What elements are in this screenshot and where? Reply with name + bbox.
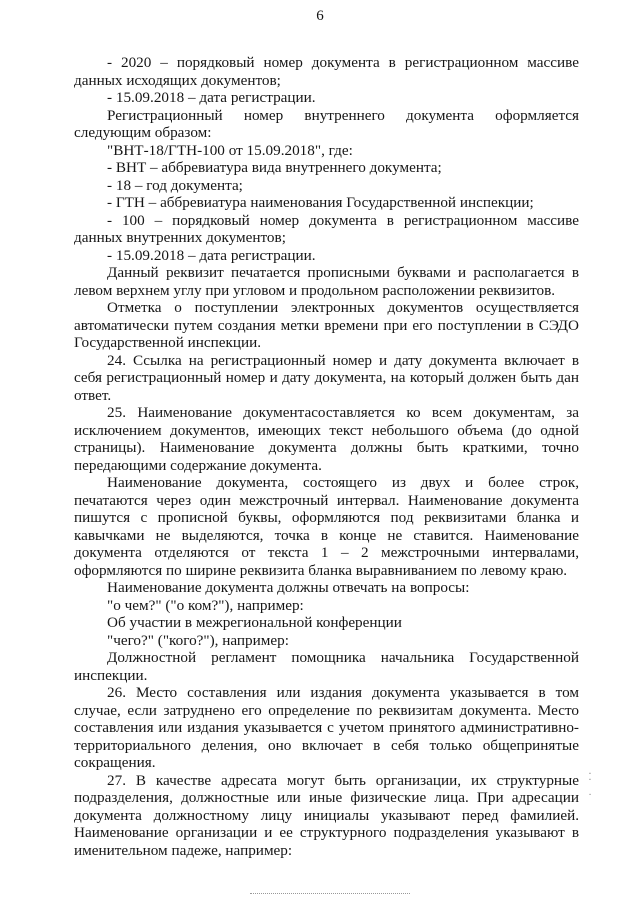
scan-artifact-line: [250, 893, 410, 896]
paragraph: - 18 – год документа;: [107, 176, 243, 194]
paragraph: 26. Место составления или издания документа указывается в том случае, если затруднено его определение по реквизитам документа. Место составления или издания указывается с учетом принятого административно-территориального деления, оно включает в себя только общепринятые сокращения.: [74, 684, 579, 771]
paragraph: - ГТН – аббревиатура наименования Государственной инспекции;: [107, 194, 534, 211]
paragraph: - ВНТ – аббревиатура вида внутреннего документа;: [107, 159, 442, 176]
paragraph: Об участии в межрегиональной конференции: [107, 614, 402, 631]
paragraph: 27. В качестве адресата могут быть организации, их структурные подразделения, должностные или иные физические лица. При адресации документа должностному лицу инициалы указывают перед фамилией. Наименование организации и ее структурного подразделения указывают в именительном падеже, например:: [74, 771, 579, 859]
paragraph: "ВНТ-18/ГТН-100 от 15.09.2018", где:: [107, 141, 353, 159]
paragraph: Наименование документа, состоящего из двух и более строк, печатаются через один межстрочный интервал. Наименование документа пишутся с прописной буквы, оформляются под реквизитами бланка и кавычками не выделяются, точка в конце не ставится. Наименование документа отделяются от текста 1 – 2 межстрочными интервалами, оформляются по ширине реквизита бланка выравниванием по левому краю.: [74, 474, 579, 579]
paragraph: Данный реквизит печатается прописными буквами и располагается в левом верхнем углу при угловом и продольном расположении реквизитов.: [74, 264, 579, 299]
paragraph: - 100 – порядковый номер документа в регистрационном массиве данных внутренних документов;: [74, 211, 579, 246]
paragraph: "о чем?" ("о ком?"), например:: [107, 596, 304, 614]
paragraph: Регистрационный номер внутреннего документа оформляется следующим образом:: [74, 106, 579, 141]
document-body: [74, 54, 579, 859]
paragraph: Наименование документа должны отвечать на вопросы:: [107, 579, 470, 596]
paragraph: 25. Наименование документасоставляется ко всем документам, за исключением документов, имеющих текст небольшого объема (до одной страницы). Наименование документа должны быть краткими, точно передающими содержание документа.: [74, 404, 579, 474]
paragraph: 24. Ссылка на регистрационный номер и дату документа включает в себя регистрационный номер и дату документа, на который должен быть дан ответ.: [74, 351, 579, 404]
paragraph: - 15.09.2018 – дата регистрации.: [107, 246, 316, 264]
paragraph: - 15.09.2018 – дата регистрации.: [107, 89, 316, 106]
paragraph: Отметка о поступлении электронных документов осуществляется автоматически путем создания метки времени при его поступлении в СЭДО Государственной инспекции.: [74, 299, 579, 351]
paragraph: Должностной регламент помощника начальника Государственной инспекции.: [74, 649, 579, 684]
scan-mark-icon: ·: [588, 790, 592, 801]
page-number: 6: [316, 8, 324, 24]
scan-mark-icon: ⁚: [588, 772, 592, 783]
paragraph: - 2020 – порядковый номер документа в регистрационном массиве данных исходящих документов;: [74, 54, 579, 89]
paragraph: "чего?" ("кого?"), например:: [107, 631, 289, 649]
